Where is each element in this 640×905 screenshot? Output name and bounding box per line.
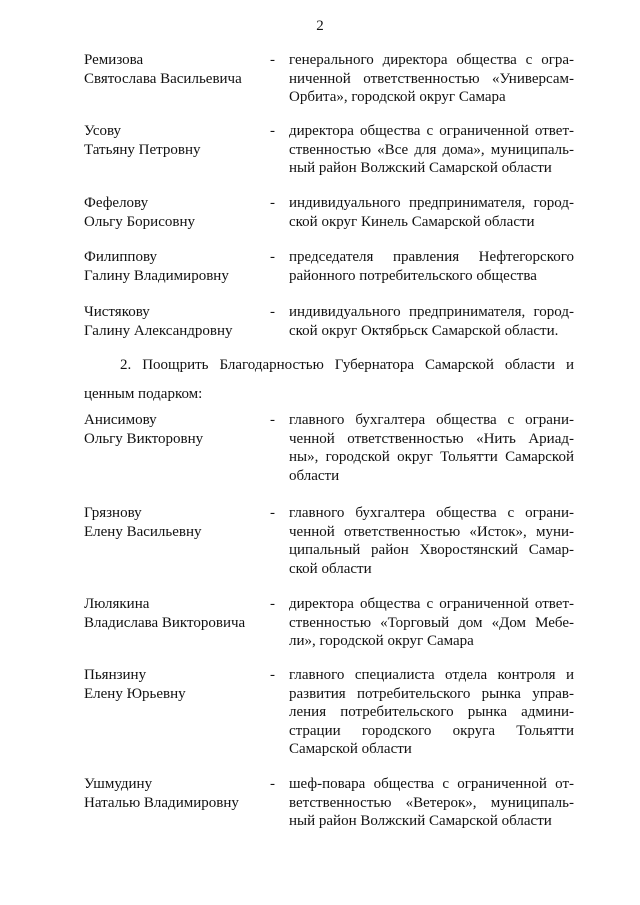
desc-line: ниченной ответственностью «Универсам- xyxy=(289,70,574,87)
person-name xyxy=(84,51,264,88)
position-description xyxy=(289,775,574,831)
person-name xyxy=(84,194,264,231)
desc-line: ченной ответственностью «Нить Ариад- xyxy=(289,430,574,447)
person-name xyxy=(84,595,264,632)
desc-line: ской округ Кинель Самарской области xyxy=(289,213,535,230)
surname: Пьянзину xyxy=(84,667,147,683)
dash-separator: - xyxy=(270,505,275,521)
given-names: Елену Васильевну xyxy=(84,523,202,540)
position-description xyxy=(289,122,574,178)
desc-line: индивидуального предпринимателя, город- xyxy=(289,195,574,211)
position-description xyxy=(289,303,574,340)
desc-line: директора общества с ограниченной ответ- xyxy=(289,596,574,612)
person-name xyxy=(84,122,264,159)
dash-separator: - xyxy=(270,195,275,211)
desc-line: ветственностью «Ветерок», муниципаль- xyxy=(289,794,574,811)
dash-separator: - xyxy=(270,52,275,68)
desc-line: ской округ Октябрьск Самарской области. xyxy=(289,322,559,339)
position-description xyxy=(289,666,574,759)
position-description xyxy=(289,504,574,578)
desc-line: страции городского округа Тольятти xyxy=(289,722,574,739)
person-name xyxy=(84,411,264,448)
dash-separator: - xyxy=(270,123,275,139)
desc-line: ления потребительского рынка админи- xyxy=(289,704,574,721)
desc-line: развития потребительского рынка управ- xyxy=(289,685,574,702)
given-names: Галину Александровну xyxy=(84,322,233,339)
desc-line: ны», городской округ Тольятти Самарской xyxy=(289,449,574,466)
position-description xyxy=(289,411,574,485)
desc-line: ственностью «Все для дома», муниципаль- xyxy=(289,141,574,158)
position-description xyxy=(289,248,574,285)
surname: Филиппову xyxy=(84,249,158,265)
desc-line: главного бухгалтера общества с ограни- xyxy=(289,505,574,521)
dash-separator: - xyxy=(270,412,275,428)
desc-line: ный район Волжский Самарской области xyxy=(289,813,552,830)
paragraph-line: 2. Поощрить Благодарностью Губернатора Самарской области и xyxy=(120,357,574,373)
dash-separator: - xyxy=(270,776,275,792)
surname: Фефелову xyxy=(84,195,149,211)
desc-line: области xyxy=(289,467,340,484)
paragraph-line: ценным подарком: xyxy=(84,386,203,402)
desc-line: ственностью «Торговый дом «Дом Мебе- xyxy=(289,614,574,631)
desc-line: главного бухгалтера общества с ограни- xyxy=(289,412,574,428)
desc-line: индивидуального предпринимателя, город- xyxy=(289,304,574,320)
desc-line: ской области xyxy=(289,560,372,577)
dash-separator: - xyxy=(270,596,275,612)
surname: Ушмудину xyxy=(84,776,153,792)
given-names: Святослава Васильевича xyxy=(84,70,242,87)
surname: Ремизова xyxy=(84,52,144,68)
desc-line: директора общества с ограниченной ответ- xyxy=(289,123,574,139)
desc-line: ли», городской округ Самара xyxy=(289,633,474,650)
given-names: Елену Юрьевну xyxy=(84,685,186,702)
position-description xyxy=(289,51,574,107)
person-name xyxy=(84,303,264,340)
desc-line: генерального директора общества с огра- xyxy=(289,52,574,68)
surname: Чистякову xyxy=(84,304,150,320)
surname: Люлякина xyxy=(84,596,150,612)
person-name xyxy=(84,504,264,541)
desc-line: председателя правления Нефтегорского xyxy=(289,249,574,265)
desc-line: главного специалиста отдела контроля и xyxy=(289,667,574,683)
person-name xyxy=(84,775,264,812)
given-names: Галину Владимировну xyxy=(84,267,229,284)
surname: Анисимову xyxy=(84,412,157,428)
position-description xyxy=(289,595,574,651)
surname: Грязнову xyxy=(84,505,142,521)
desc-line: ный район Волжский Самарской области xyxy=(289,160,552,177)
given-names: Владислава Викторовича xyxy=(84,614,246,631)
desc-line: ченной ответственностью «Исток», муни- xyxy=(289,523,574,540)
position-description xyxy=(289,194,574,231)
given-names: Наталью Владимировну xyxy=(84,794,239,811)
desc-line: ципальный район Хворостянский Самар- xyxy=(289,542,574,559)
person-name xyxy=(84,248,264,285)
dash-separator: - xyxy=(270,304,275,320)
given-names: Ольгу Викторовну xyxy=(84,430,204,447)
person-name xyxy=(84,666,264,703)
desc-line: Самарской области xyxy=(289,741,412,758)
page-number: 2 xyxy=(316,18,324,34)
dash-separator: - xyxy=(270,249,275,265)
desc-line: Орбита», городской округ Самара xyxy=(289,89,506,106)
given-names: Татьяну Петровну xyxy=(84,141,201,158)
desc-line: районного потребительского общества xyxy=(289,267,537,284)
surname: Усову xyxy=(84,123,122,139)
given-names: Ольгу Борисовну xyxy=(84,213,195,230)
dash-separator: - xyxy=(270,667,275,683)
desc-line: шеф-повара общества с ограниченной от- xyxy=(289,776,574,792)
